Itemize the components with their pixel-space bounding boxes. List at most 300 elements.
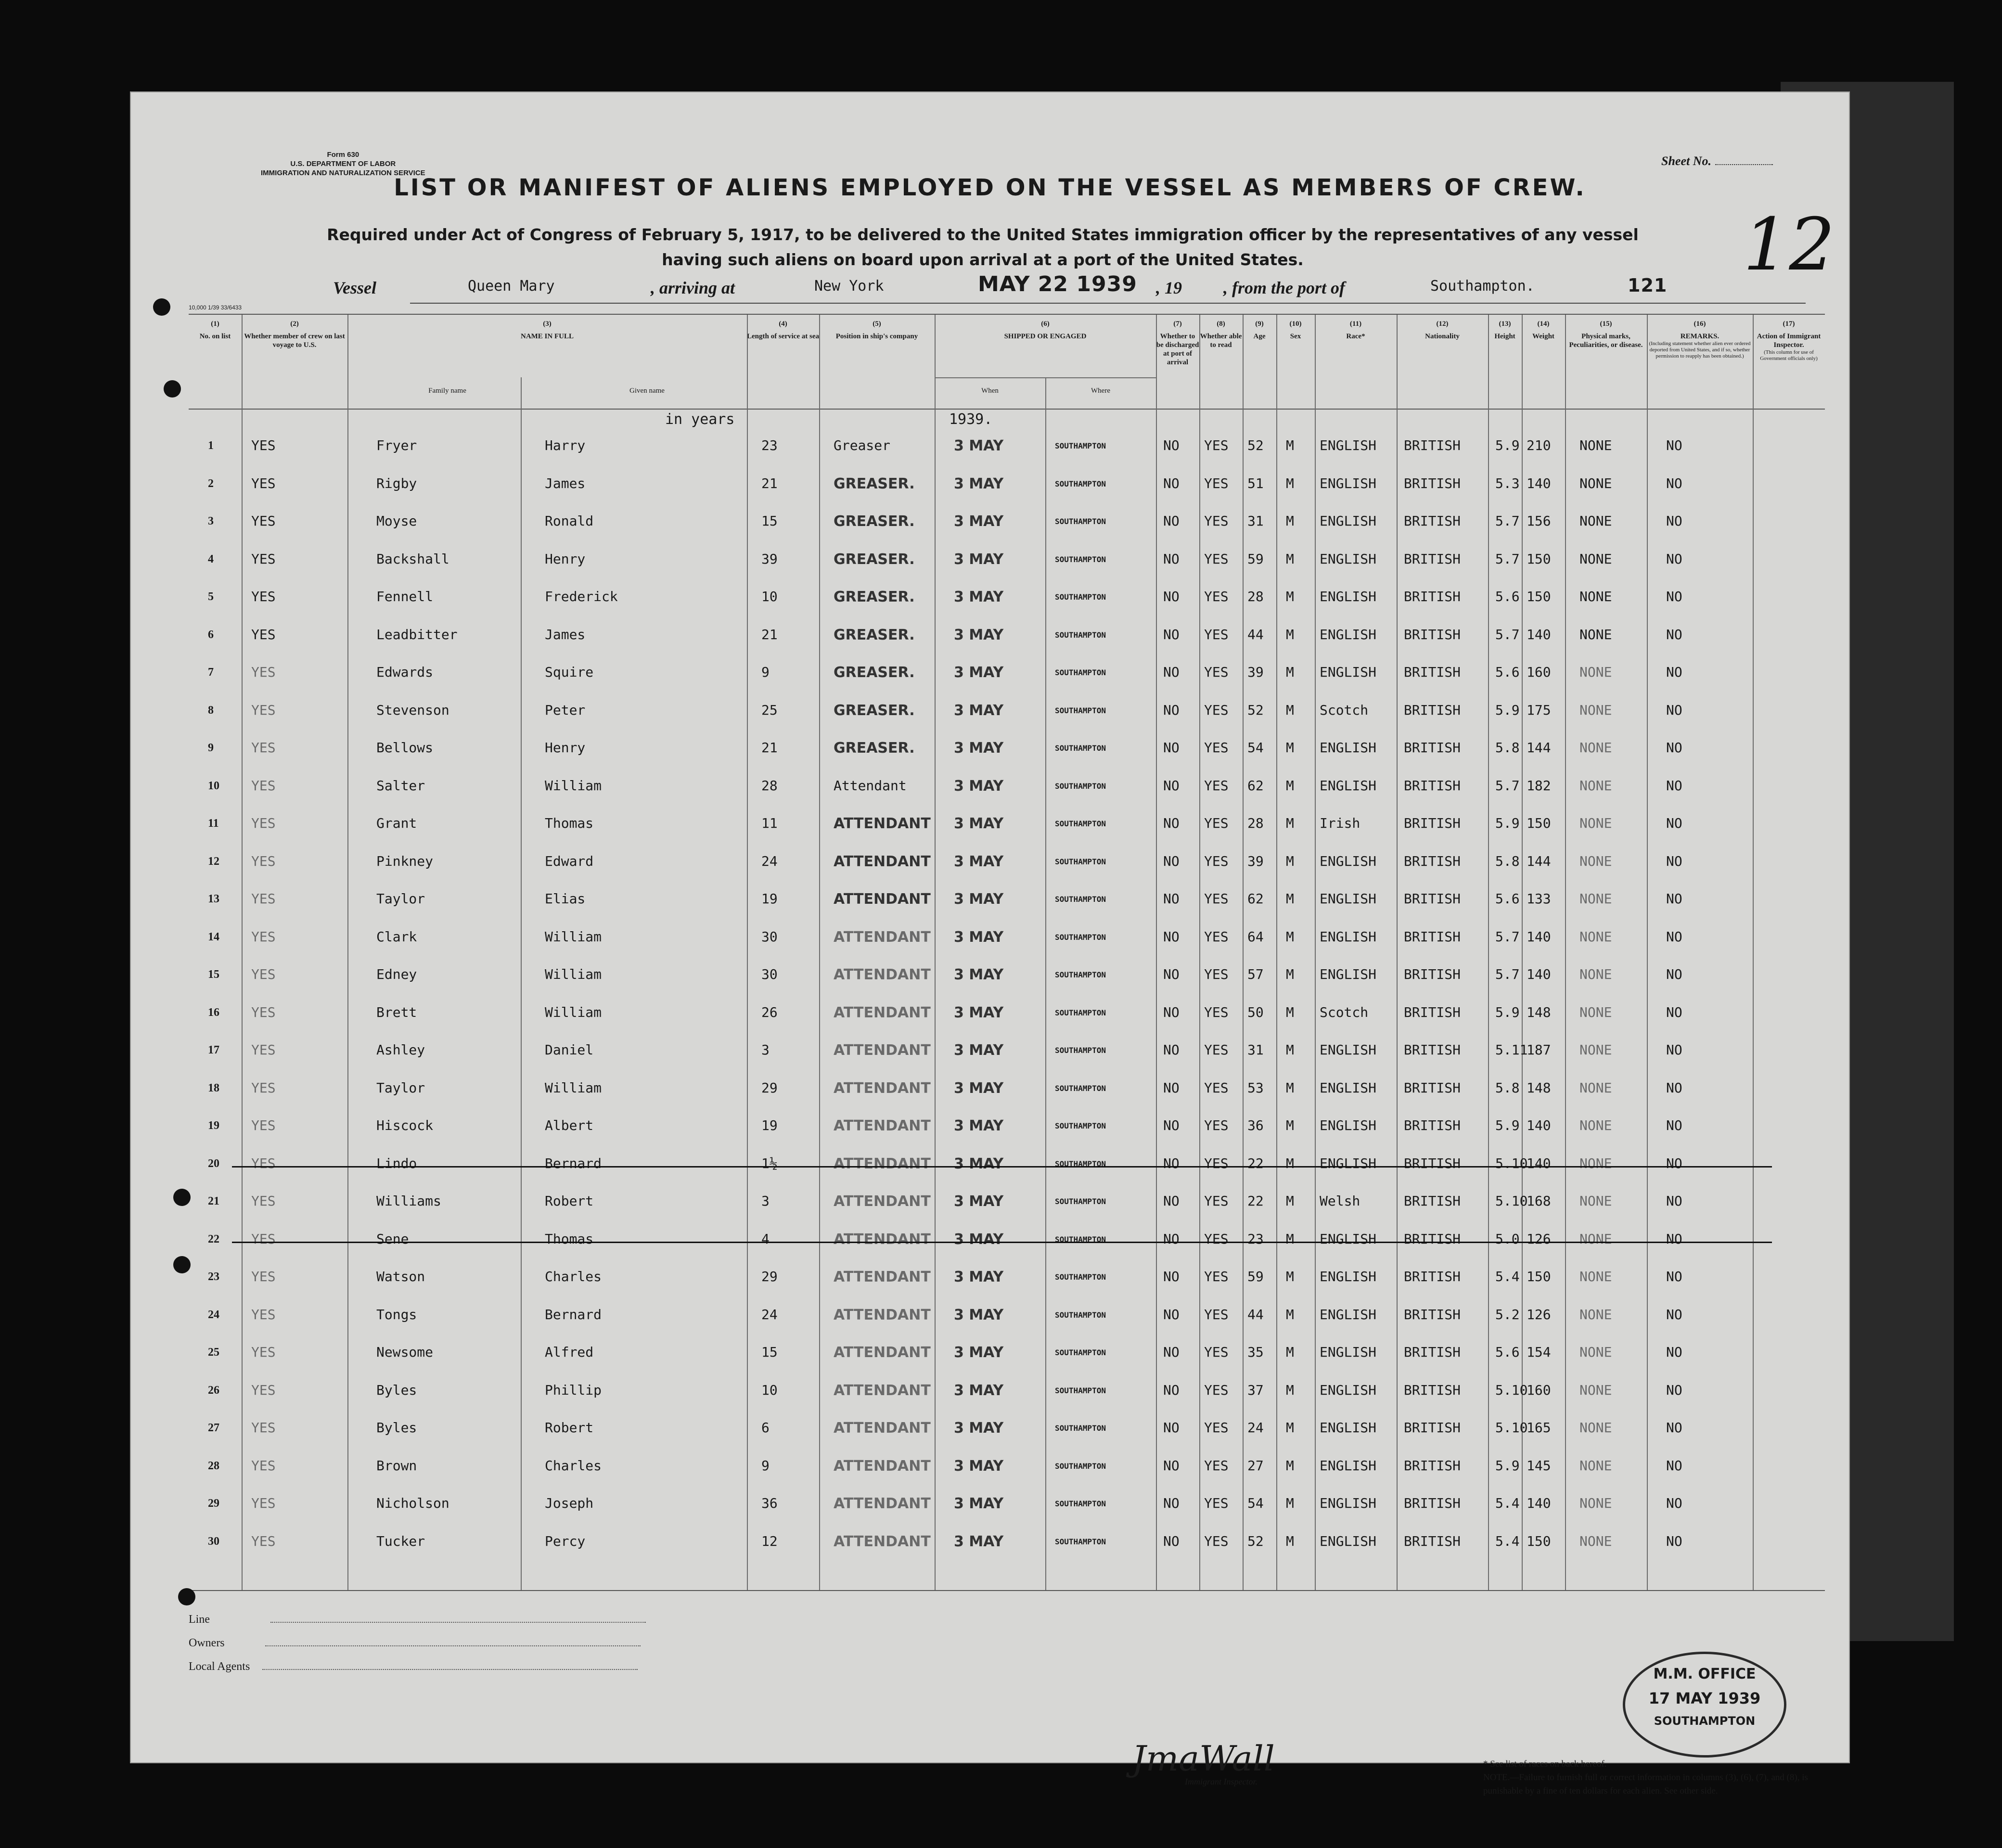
cell-age: 62 [1247, 891, 1264, 907]
cell-nationality: BRITISH [1404, 702, 1461, 718]
cell-age: 57 [1247, 966, 1264, 982]
cell-read: YES [1204, 966, 1229, 982]
cell-family: Tucker [376, 1533, 425, 1549]
cell-nationality: BRITISH [1404, 1533, 1461, 1549]
column-note: (Including statement whether alien ever ordered deported from United States, and if so, whether permission to reapply has been obtained.) [1649, 341, 1751, 359]
cell-remarks: NO [1666, 1079, 1682, 1096]
cell-marks: NONE [1579, 551, 1612, 567]
cell-discharged: NO [1163, 664, 1180, 680]
cell-age: 23 [1247, 1231, 1264, 1247]
arrival-port: New York [814, 278, 884, 295]
cell-race: ENGLISH [1320, 1495, 1377, 1511]
row-strikethrough [232, 1242, 1772, 1243]
cell-remarks: NO [1666, 1155, 1682, 1171]
cell-height: 5.7 [1495, 928, 1520, 945]
cell-service: 36 [761, 1495, 778, 1511]
cell-read: YES [1204, 891, 1229, 907]
cell-when: 3 MAY [954, 1231, 1004, 1248]
column-header [242, 315, 347, 409]
cell-where: SOUTHAMPTON [1055, 1159, 1106, 1168]
cell-service: 1½ [761, 1155, 778, 1171]
column-header [1156, 315, 1199, 409]
cell-height: 5.8 [1495, 1079, 1520, 1096]
cell-nationality: BRITISH [1404, 551, 1461, 567]
cell-remarks: NO [1666, 815, 1682, 831]
cell-height: 5.10 [1495, 1193, 1528, 1209]
cell-family: Watson [376, 1269, 425, 1284]
binder-hole [173, 1189, 191, 1206]
cell-where: SOUTHAMPTON [1055, 1008, 1106, 1017]
cell-remarks: NO [1666, 437, 1682, 453]
cell-remarks: NO [1666, 777, 1682, 794]
form-identifier [261, 150, 425, 178]
owners-blank [265, 1645, 641, 1646]
cell-race: ENGLISH [1320, 1306, 1377, 1322]
cell-sex: M [1286, 1155, 1294, 1171]
cell-given: William [545, 928, 602, 945]
cell-when: 3 MAY [954, 928, 1004, 946]
vessel-row-underline [410, 303, 1806, 304]
binder-hole [164, 380, 181, 398]
service-name: IMMIGRATION AND NATURALIZATION SERVICE [261, 169, 425, 177]
column-header [1565, 315, 1647, 409]
cell-height: 5.9 [1495, 437, 1520, 453]
cell-read: YES [1204, 513, 1229, 529]
cell-height: 5.0 [1495, 1231, 1520, 1247]
cell-service: 15 [761, 1344, 778, 1360]
cell-read: YES [1204, 777, 1229, 794]
cell-nationality: BRITISH [1404, 740, 1461, 756]
cell-marks: NONE [1579, 626, 1612, 642]
cell-given: Robert [545, 1193, 594, 1209]
cell-weight: 126 [1527, 1231, 1551, 1247]
cell-service: 6 [761, 1420, 770, 1436]
cell-where: SOUTHAMPTON [1055, 1234, 1106, 1244]
cell-age: 54 [1247, 1495, 1264, 1511]
cell-service: 24 [761, 853, 778, 869]
cell-nationality: BRITISH [1404, 777, 1461, 794]
cell-position: ATTENDANT [834, 966, 931, 983]
cell-sex: M [1286, 1495, 1294, 1511]
column-number: (3) [543, 320, 552, 328]
cell-no: 6 [208, 628, 214, 641]
cell-nationality: BRITISH [1404, 1004, 1461, 1020]
cell-discharged: NO [1163, 853, 1180, 869]
cell-sex: M [1286, 1420, 1294, 1436]
cell-race: ENGLISH [1320, 1155, 1377, 1171]
cell-weight: 148 [1527, 1079, 1551, 1096]
cell-race: ENGLISH [1320, 1420, 1377, 1436]
cell-service: 21 [761, 475, 778, 491]
cell-prev: YES [251, 966, 276, 982]
cell-position: ATTENDANT [834, 1117, 931, 1134]
cell-when: 3 MAY [954, 475, 1004, 492]
cell-marks: NONE [1579, 589, 1612, 604]
cell-marks: NONE [1579, 1231, 1612, 1247]
cell-weight: 150 [1527, 551, 1551, 567]
cell-when: 3 MAY [954, 702, 1004, 719]
cell-remarks: NO [1666, 1495, 1682, 1511]
arriving-label: , arriving at [651, 278, 735, 297]
column-sub-label: When [981, 387, 999, 395]
cell-sex: M [1286, 1533, 1294, 1549]
cell-height: 5.9 [1495, 702, 1520, 718]
cell-family: Brett [376, 1004, 417, 1020]
cell-marks: NONE [1579, 928, 1612, 945]
cell-marks: NONE [1579, 513, 1612, 529]
cell-sex: M [1286, 551, 1294, 567]
cell-family: Pinkney [376, 853, 434, 869]
cell-given: William [545, 1079, 602, 1096]
column-label: Physical marks, Peculiarities, or disease. [1569, 333, 1643, 349]
cell-given: Albert [545, 1117, 594, 1133]
cell-no: 25 [208, 1346, 219, 1359]
cell-no: 16 [208, 1006, 219, 1019]
cell-family: Fennell [376, 589, 434, 604]
cell-marks: NONE [1579, 777, 1612, 794]
cell-given: Percy [545, 1533, 586, 1549]
cell-read: YES [1204, 1533, 1229, 1549]
cell-marks: NONE [1579, 437, 1612, 453]
cell-family: Nicholson [376, 1495, 449, 1511]
cell-discharged: NO [1163, 475, 1180, 491]
cell-discharged: NO [1163, 1231, 1180, 1247]
cell-sex: M [1286, 664, 1294, 680]
cell-weight: 154 [1527, 1344, 1551, 1360]
cell-position: ATTENDANT [834, 1382, 931, 1399]
cell-position: ATTENDANT [834, 1420, 931, 1437]
cell-height: 5.6 [1495, 891, 1520, 907]
cell-when: 3 MAY [954, 589, 1004, 605]
cell-age: 52 [1247, 702, 1264, 718]
table-row [189, 1524, 1825, 1561]
table-header [189, 315, 1825, 410]
cell-read: YES [1204, 1344, 1229, 1360]
cell-where: SOUTHAMPTON [1055, 1083, 1106, 1093]
cell-race: ENGLISH [1320, 551, 1377, 567]
column-label: Height [1494, 333, 1515, 340]
cell-weight: 144 [1527, 853, 1551, 869]
cell-age: 28 [1247, 589, 1264, 604]
cell-family: Newsome [376, 1344, 434, 1360]
cell-service: 28 [761, 777, 778, 794]
cell-age: 31 [1247, 513, 1264, 529]
column-number: (9) [1255, 320, 1264, 328]
cell-age: 39 [1247, 853, 1264, 869]
cell-position: ATTENDANT [834, 891, 931, 908]
column-number: (16) [1694, 320, 1706, 328]
column-header [1647, 315, 1753, 409]
column-header [1522, 315, 1565, 409]
cell-read: YES [1204, 589, 1229, 604]
binder-hole [173, 1256, 191, 1273]
cell-read: YES [1204, 626, 1229, 642]
cell-when: 3 MAY [954, 626, 1004, 643]
cell-position: GREASER. [834, 740, 915, 757]
cell-family: Bellows [376, 740, 434, 756]
cell-remarks: NO [1666, 1382, 1682, 1398]
cell-marks: NONE [1579, 1193, 1612, 1209]
cell-given: Charles [545, 1269, 602, 1284]
column-header [1276, 315, 1315, 409]
cell-where: SOUTHAMPTON [1055, 1499, 1106, 1508]
column-label: REMARKS. [1680, 333, 1720, 340]
cell-discharged: NO [1163, 1155, 1180, 1171]
cell-read: YES [1204, 551, 1229, 567]
cell-sex: M [1286, 589, 1294, 604]
cell-race: Scotch [1320, 1004, 1369, 1020]
cell-when: 3 MAY [954, 966, 1004, 983]
cell-marks: NONE [1579, 891, 1612, 907]
cell-sex: M [1286, 1117, 1294, 1133]
cell-when: 3 MAY [954, 664, 1004, 681]
cell-given: Joseph [545, 1495, 594, 1511]
cell-marks: NONE [1579, 664, 1612, 680]
table-row [189, 1448, 1825, 1486]
cell-race: Irish [1320, 815, 1360, 831]
cell-read: YES [1204, 1306, 1229, 1322]
cell-marks: NONE [1579, 853, 1612, 869]
cell-no: 7 [208, 666, 214, 679]
cell-weight: 145 [1527, 1457, 1551, 1474]
cell-remarks: NO [1666, 853, 1682, 869]
cell-given: William [545, 1004, 602, 1020]
cell-marks: NONE [1579, 740, 1612, 756]
cell-nationality: BRITISH [1404, 1269, 1461, 1284]
cell-family: Brown [376, 1457, 417, 1474]
cell-age: 62 [1247, 777, 1264, 794]
inspector-signature: JmaWall [1132, 1738, 1275, 1779]
cell-nationality: BRITISH [1404, 1231, 1461, 1247]
table-row [189, 579, 1825, 616]
column-sub-label: Where [1091, 387, 1110, 395]
cell-position: ATTENDANT [834, 1193, 931, 1210]
cell-discharged: NO [1163, 1382, 1180, 1398]
cell-read: YES [1204, 853, 1229, 869]
cell-service: 30 [761, 966, 778, 982]
cell-nationality: BRITISH [1404, 1344, 1461, 1360]
cell-no: 3 [208, 515, 214, 527]
cell-read: YES [1204, 740, 1229, 756]
cell-position: ATTENDANT [834, 1079, 931, 1097]
local-agents-label: Local Agents [189, 1660, 250, 1673]
cell-position: ATTENDANT [834, 1344, 931, 1361]
cell-weight: 140 [1527, 626, 1551, 642]
cell-service: 19 [761, 1117, 778, 1133]
cell-service: 3 [761, 1193, 770, 1209]
cell-family: Fryer [376, 437, 417, 453]
cell-remarks: NO [1666, 1533, 1682, 1549]
cell-prev: YES [251, 1382, 276, 1398]
cell-weight: 133 [1527, 891, 1551, 907]
cell-no: 20 [208, 1157, 219, 1170]
cell-remarks: NO [1666, 589, 1682, 604]
table-row [189, 466, 1825, 503]
arrival-date-stamp: MAY 22 1939 [978, 272, 1137, 296]
cell-where: SOUTHAMPTON [1055, 554, 1106, 564]
cell-when: 3 MAY [954, 437, 1004, 454]
cell-no: 12 [208, 855, 219, 868]
cell-prev: YES [251, 437, 276, 453]
cell-where: SOUTHAMPTON [1055, 1272, 1106, 1282]
cell-service: 9 [761, 664, 770, 680]
column-label: Weight [1532, 333, 1554, 340]
column-number: (11) [1349, 320, 1362, 328]
line-label: Line [189, 1613, 210, 1626]
cell-family: Taylor [376, 1079, 425, 1096]
cell-height: 5.10 [1495, 1420, 1528, 1436]
cell-given: James [545, 626, 586, 642]
column-number: (14) [1537, 320, 1550, 328]
cell-read: YES [1204, 1495, 1229, 1511]
cell-race: ENGLISH [1320, 1533, 1377, 1549]
cell-marks: NONE [1579, 1306, 1612, 1322]
cell-prev: YES [251, 891, 276, 907]
cell-given: Ronald [545, 513, 594, 529]
cell-age: 44 [1247, 626, 1264, 642]
cell-nationality: BRITISH [1404, 475, 1461, 491]
table-row [189, 806, 1825, 843]
cell-no: 30 [208, 1535, 219, 1548]
year-label: , 19 [1156, 278, 1182, 297]
cell-prev: YES [251, 740, 276, 756]
table-row [189, 1221, 1825, 1259]
cell-when: 3 MAY [954, 1155, 1004, 1172]
cell-sex: M [1286, 853, 1294, 869]
office-stamp [1623, 1652, 1786, 1758]
cell-given: William [545, 966, 602, 982]
cell-weight: 150 [1527, 1269, 1551, 1284]
cell-weight: 160 [1527, 1382, 1551, 1398]
cell-position: GREASER. [834, 513, 915, 530]
page-number: 121 [1628, 275, 1668, 296]
cell-discharged: NO [1163, 513, 1180, 529]
cell-discharged: NO [1163, 740, 1180, 756]
cell-height: 5.4 [1495, 1269, 1520, 1284]
column-note: (This column for use of Government officials only) [1760, 349, 1818, 361]
cell-race: ENGLISH [1320, 891, 1377, 907]
cell-age: 52 [1247, 437, 1264, 453]
cell-weight: 140 [1527, 1495, 1551, 1511]
line-blank [270, 1622, 646, 1623]
vessel-info-row [131, 272, 1849, 307]
cell-service: 11 [761, 815, 778, 831]
cell-position: Greaser [834, 437, 891, 453]
cell-given: William [545, 777, 602, 794]
inspector-signature-label: Immigrant Inspector. [1185, 1777, 1258, 1786]
cell-prev: YES [251, 664, 276, 680]
table-row [189, 1410, 1825, 1448]
cell-prev: YES [251, 1079, 276, 1096]
cell-discharged: NO [1163, 1193, 1180, 1209]
column-number: (12) [1436, 320, 1449, 328]
cell-weight: 140 [1527, 928, 1551, 945]
cell-sex: M [1286, 1269, 1294, 1284]
cell-where: SOUTHAMPTON [1055, 441, 1106, 450]
cell-discharged: NO [1163, 966, 1180, 982]
cell-where: SOUTHAMPTON [1055, 1046, 1106, 1055]
cell-when: 3 MAY [954, 1117, 1004, 1134]
column-number: (8) [1217, 320, 1225, 328]
cell-marks: NONE [1579, 1269, 1612, 1284]
cell-no: 13 [208, 893, 219, 905]
cell-position: ATTENDANT [834, 1042, 931, 1059]
cell-prev: YES [251, 1117, 276, 1133]
cell-remarks: NO [1666, 702, 1682, 718]
column-sub-label: Given name [629, 387, 665, 395]
cell-nationality: BRITISH [1404, 1306, 1461, 1322]
cell-height: 5.4 [1495, 1495, 1520, 1511]
cell-race: ENGLISH [1320, 928, 1377, 945]
cell-no: 9 [208, 742, 214, 754]
cell-when: 3 MAY [954, 551, 1004, 568]
cell-service: 26 [761, 1004, 778, 1020]
cell-position: ATTENDANT [834, 1155, 931, 1172]
cell-race: ENGLISH [1320, 589, 1377, 604]
cell-race: ENGLISH [1320, 1269, 1377, 1284]
cell-given: Bernard [545, 1155, 602, 1171]
document-subtitle: Required under Act of Congress of February 5, 1917, to be delivered to the United States immigration officer by the representatives of any vessel having such aliens on board upon arrival at a port of the United States. [327, 225, 1639, 269]
cell-remarks: NO [1666, 1344, 1682, 1360]
cell-where: SOUTHAMPTON [1055, 895, 1106, 904]
cell-no: 23 [208, 1270, 219, 1283]
cell-discharged: NO [1163, 891, 1180, 907]
cell-height: 5.11 [1495, 1042, 1528, 1058]
cell-age: 36 [1247, 1117, 1264, 1133]
cell-where: SOUTHAMPTON [1055, 781, 1106, 791]
cell-given: Frederick [545, 589, 618, 604]
cell-marks: NONE [1579, 1004, 1612, 1020]
cell-height: 5.6 [1495, 589, 1520, 604]
table-row [189, 1297, 1825, 1335]
cell-weight: 187 [1527, 1042, 1551, 1058]
cell-sex: M [1286, 475, 1294, 491]
cell-prev: YES [251, 626, 276, 642]
handwritten-number: 12 [1743, 203, 1835, 287]
cell-remarks: NO [1666, 1042, 1682, 1058]
cell-given: Charles [545, 1457, 602, 1474]
cell-discharged: NO [1163, 777, 1180, 794]
cell-when: 3 MAY [954, 815, 1004, 832]
cell-age: 53 [1247, 1079, 1264, 1096]
cell-discharged: NO [1163, 815, 1180, 831]
table-row [189, 1070, 1825, 1108]
cell-race: ENGLISH [1320, 1382, 1377, 1398]
cell-sex: M [1286, 1004, 1294, 1020]
cell-where: SOUTHAMPTON [1055, 1461, 1106, 1471]
binder-hole [178, 1588, 195, 1605]
column-header [189, 315, 242, 409]
cell-no: 8 [208, 704, 214, 717]
cell-race: ENGLISH [1320, 1457, 1377, 1474]
column-header [1488, 315, 1522, 409]
cell-sex: M [1286, 966, 1294, 982]
cell-prev: YES [251, 1306, 276, 1322]
cell-family: Clark [376, 928, 417, 945]
cell-height: 5.4 [1495, 1533, 1520, 1549]
cell-race: ENGLISH [1320, 1117, 1377, 1133]
office-stamp-date: 17 MAY 1939 [1648, 1689, 1761, 1707]
cell-service: 25 [761, 702, 778, 718]
cell-weight: 160 [1527, 664, 1551, 680]
cell-given: Edward [545, 853, 594, 869]
cell-position: ATTENDANT [834, 1306, 931, 1323]
cell-where: SOUTHAMPTON [1055, 630, 1106, 640]
cell-sex: M [1286, 702, 1294, 718]
cell-remarks: NO [1666, 740, 1682, 756]
cell-when: 3 MAY [954, 1533, 1004, 1550]
cell-position: ATTENDANT [834, 1269, 931, 1285]
